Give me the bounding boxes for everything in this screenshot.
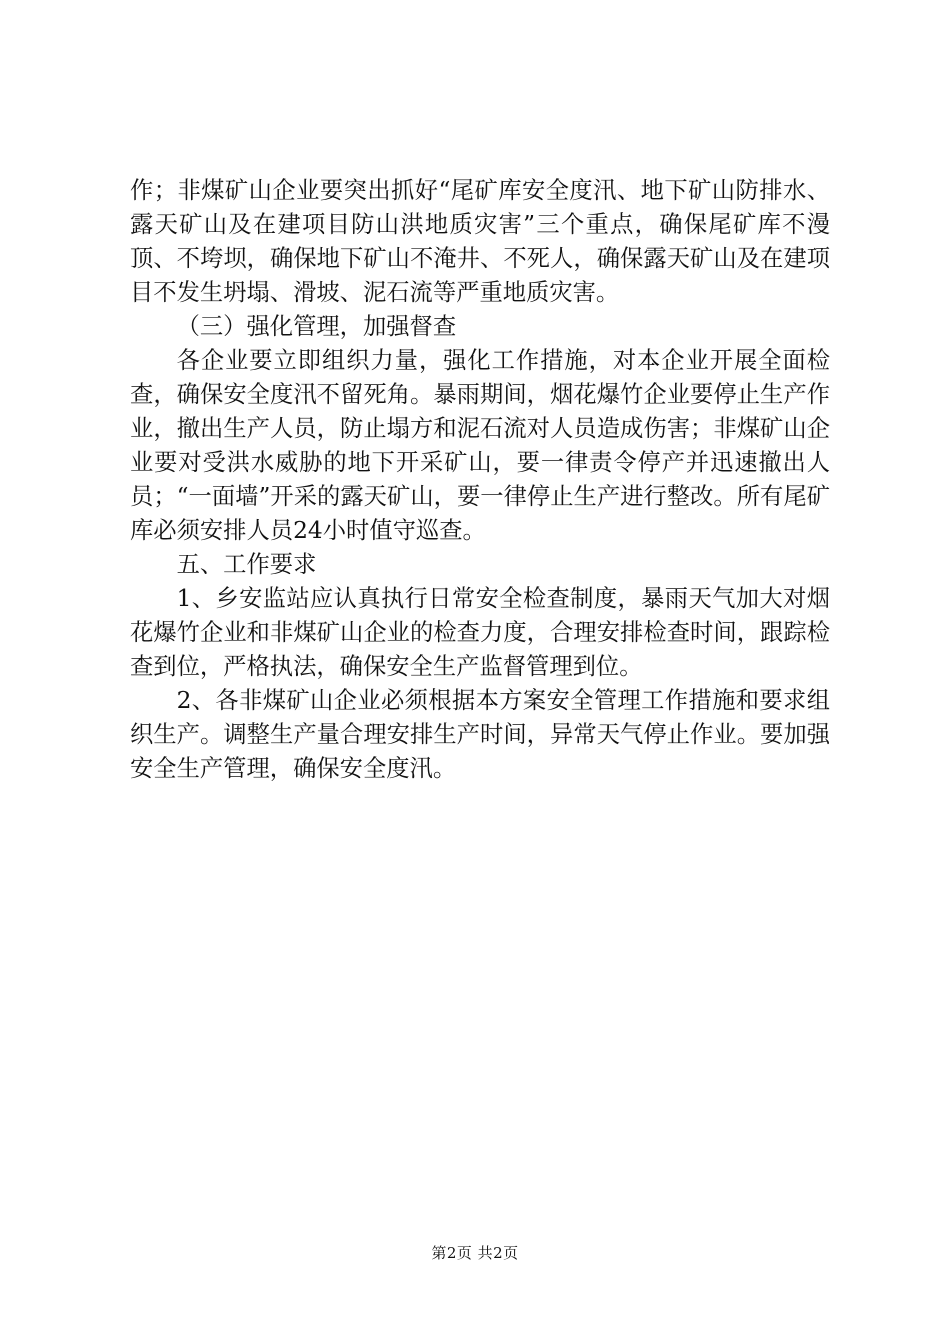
paragraph-continuation: 作；非煤矿山企业要突出抓好“尾矿库安全度汛、地下矿山防排水、露天矿山及在建项目防山洪地质灾害”三个重点，确保尾矿库不漫顶、不垮坝，确保地下矿山不淹井、不死人，确保露天矿山及在建项目不发生坍塌、滑坡、泥石流等严重地质灾害。 — [130, 177, 830, 306]
document-body — [130, 174, 830, 786]
section-heading-strengthen-management: （三）强化管理，加强督查 — [176, 313, 457, 340]
list-item-requirement-2: 2、各非煤矿山企业必须根据本方案安全管理工作措施和要求组织生产。调整生产量合理安排生产时间，异常天气停止作业。要加强安全生产管理，确保安全度汛。 — [130, 687, 830, 782]
paragraph-inspection: 各企业要立即组织力量，强化工作措施，对本企业开展全面检查，确保安全度汛不留死角。暴雨期间，烟花爆竹企业要停止生产作业，撤出生产人员，防止塌方和泥石流对人员造成伤害；非煤矿山企业要对受洪水威胁的地下开采矿山，要一律责令停产并迅速撤出人员；“一面墙”开采的露天矿山，要一律停止生产进行整改。所有尾矿库必须安排人员24小时值守巡查。 — [130, 347, 830, 544]
list-item-requirement-1: 1、乡安监站应认真执行日常安全检查制度，暴雨天气加大对烟花爆竹企业和非煤矿山企业的检查力度，合理安排检查时间，跟踪检查到位，严格执法，确保安全生产监督管理到位。 — [130, 585, 830, 680]
section-heading-work-requirements: 五、工作要求 — [176, 551, 317, 578]
page-number-footer: 第2页 共2页 — [431, 1244, 519, 1262]
